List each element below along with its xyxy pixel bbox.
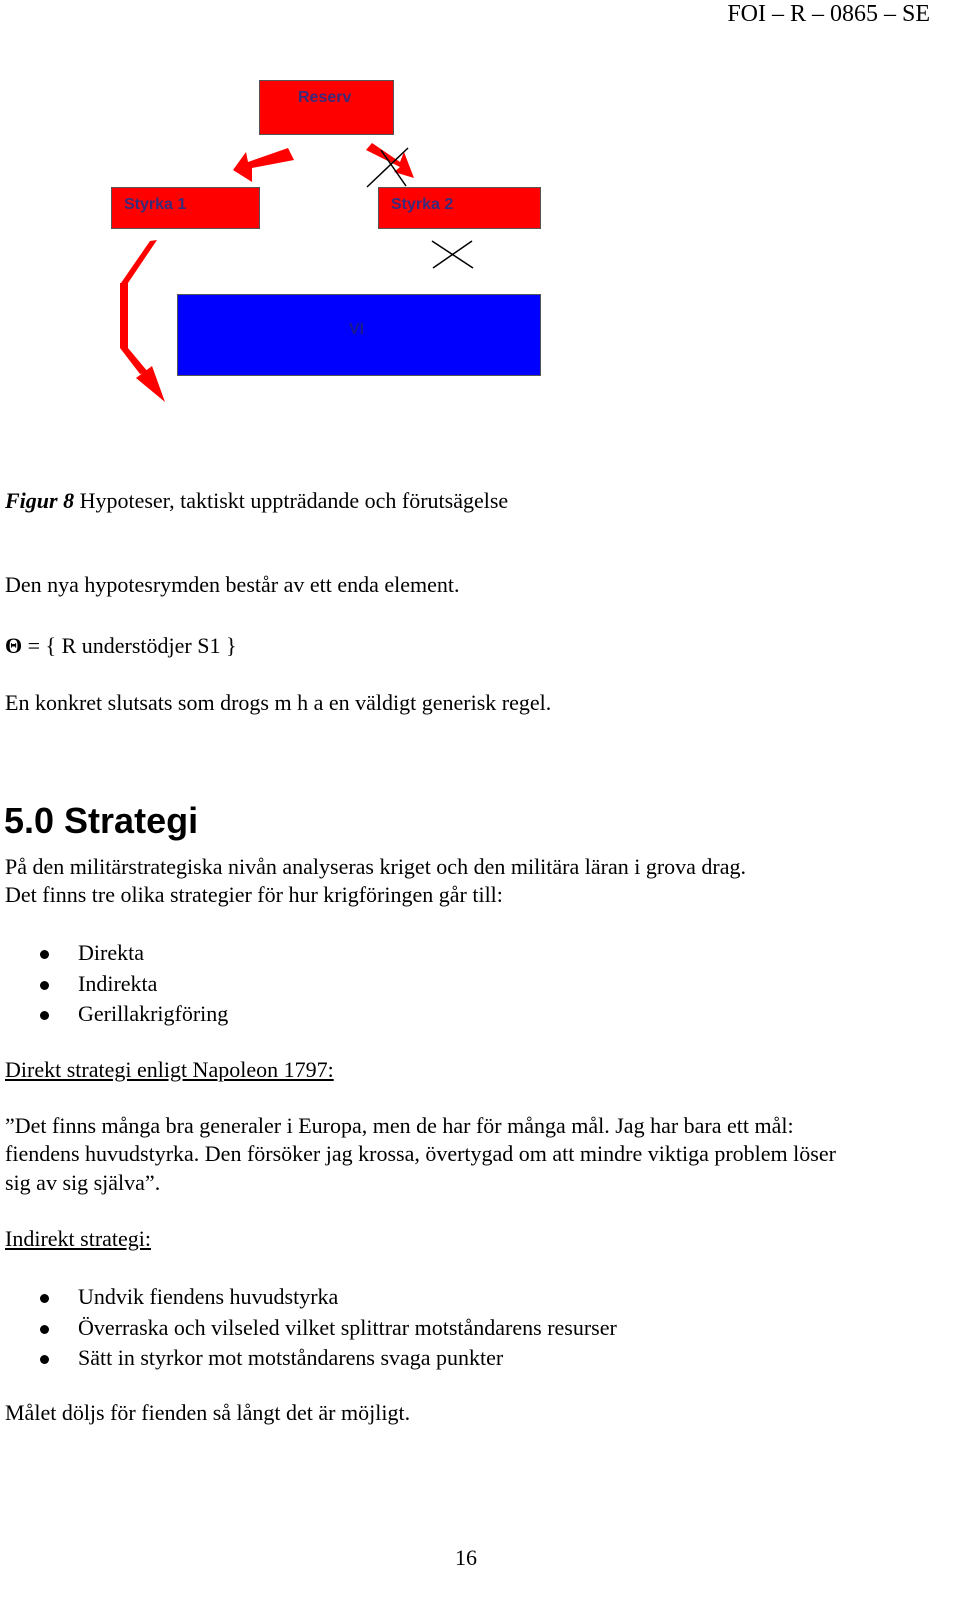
vi-label: VI: [349, 321, 365, 338]
napoleon-quote-line-2: fiendens huvudstyrka. Den försöker jag krossa, övertygad om att mindre viktiga problem löser: [5, 1141, 836, 1166]
figure-arrows: [0, 0, 960, 420]
paragraph-conclusion: En konkret slutsats som drogs m h a en väldigt generisk regel.: [5, 690, 552, 715]
bullet-icon: [40, 1294, 49, 1303]
section-heading: 5.0 Strategi: [4, 800, 199, 841]
figure-caption: [5, 487, 508, 515]
caption-text: Hypoteser, taktiskt uppträdande och förutsägelse: [74, 488, 509, 513]
direct-strategy-heading: Direkt strategi enligt Napoleon 1797:: [5, 1057, 334, 1082]
indirect-strategy-heading: Indirekt strategi:: [5, 1226, 152, 1251]
theta-expression: = { R understödjer S1 }: [22, 633, 237, 658]
arrow-reserv-to-styrka1-icon: [233, 148, 294, 182]
list-item: Direkta: [0, 939, 600, 970]
paragraph-three-strategies: Det finns tre olika strategier för hur krigföringen går till:: [5, 882, 503, 907]
paragraph-hypothesis-space: Den nya hypotesrymden består av ett enda element.: [5, 572, 460, 597]
reserv-label: Reserv: [298, 89, 352, 106]
page-number: 16: [455, 1545, 477, 1570]
indirect-strategy-list: [0, 1283, 900, 1375]
bullet-icon: [40, 1325, 49, 1334]
caption-label: Figur 8: [5, 488, 75, 513]
paragraph-strategic-level: På den militärstrategiska nivån analyseras kriget och den militära läran i grova drag.: [5, 854, 747, 879]
blocked-arrow-reserv-to-styrka2-icon: [366, 143, 414, 187]
list-item: Sätt in styrkor mot motståndarens svaga punkter: [0, 1344, 900, 1375]
list-item: Överraska och vilseled vilket splittrar motståndarens resurser: [0, 1314, 900, 1344]
styrka1-label: Styrka 1: [124, 196, 187, 213]
bullet-icon: [40, 1011, 49, 1020]
napoleon-quote-line-1: ”Det finns många bra generaler i Europa, men de har för många mål. Jag har bara ett mål:: [5, 1113, 794, 1138]
cross-mark-icon: [432, 241, 473, 268]
bullet-icon: [40, 1355, 49, 1364]
bullet-icon: [40, 981, 49, 990]
paragraph-goal-hidden: Målet döljs för fienden så långt det är möjligt.: [5, 1400, 411, 1425]
flank-arrow-icon: [120, 240, 165, 402]
theta-symbol: Θ: [5, 633, 23, 658]
list-item: Indirekta: [0, 970, 600, 1000]
list-item: Gerillakrigföring: [0, 1000, 600, 1031]
napoleon-quote-line-3: sig av sig själva”.: [5, 1170, 161, 1195]
theta-formula: [5, 632, 237, 660]
list-item: Undvik fiendens huvudstyrka: [0, 1283, 900, 1314]
bullet-icon: [40, 950, 49, 959]
styrka2-label: Styrka 2: [391, 196, 454, 213]
document-id: FOI – R – 0865 – SE: [727, 1, 930, 27]
figure-diagram: [0, 0, 960, 420]
strategy-list: [0, 939, 600, 1031]
